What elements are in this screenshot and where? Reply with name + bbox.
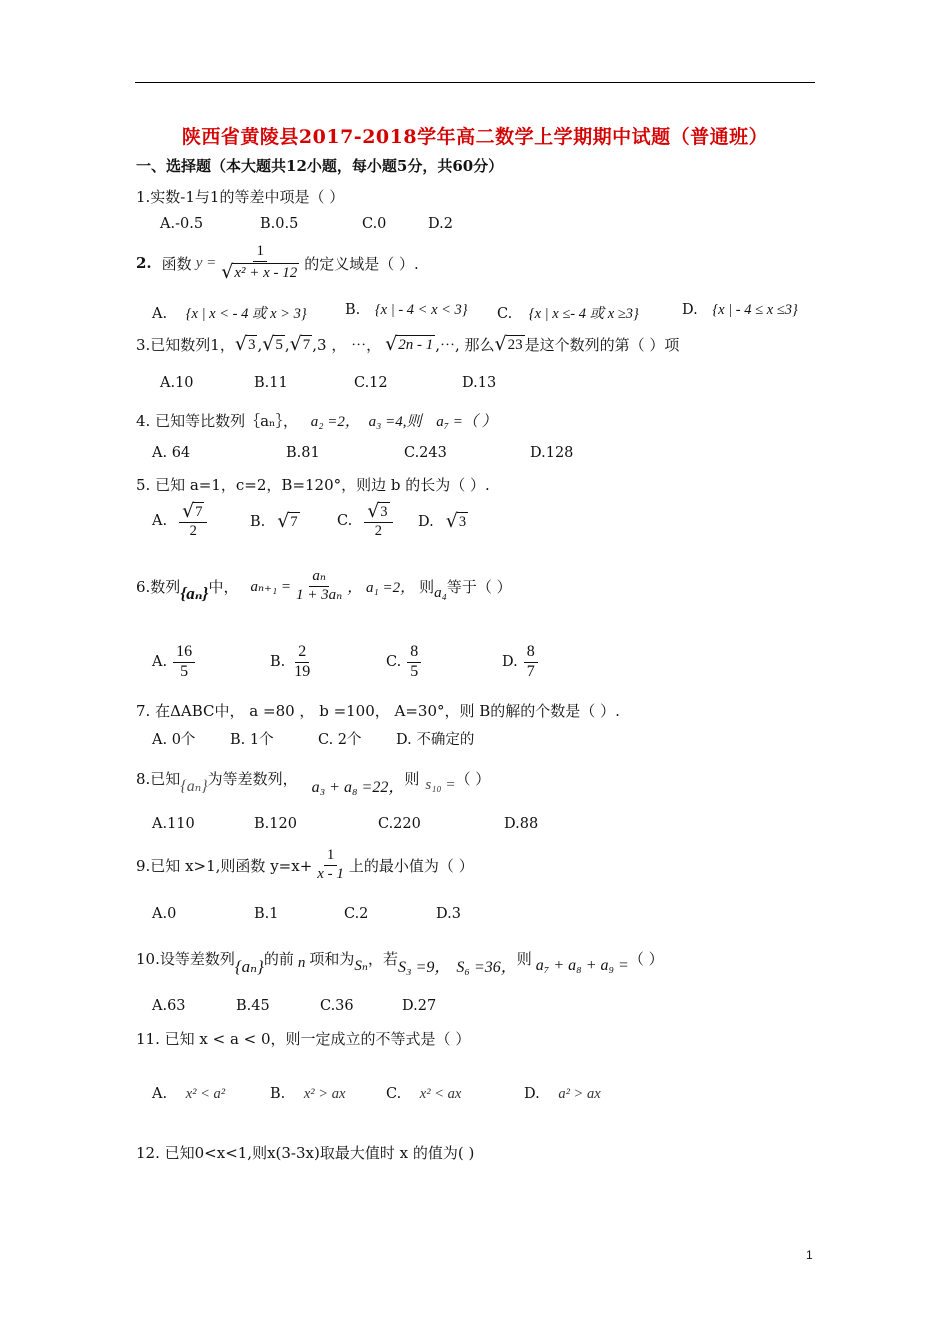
q10-then: 则 xyxy=(516,950,532,968)
q2-radicand: x² + x - 12 xyxy=(234,264,298,281)
q8-mid: 为等差数列， xyxy=(207,770,298,788)
q8-option-d: D.88 xyxy=(504,816,539,832)
q10-cond: ，若 xyxy=(367,950,398,968)
q4-a7: a₇ =（ ） xyxy=(436,414,497,430)
q4-a2: a₂ =2， xyxy=(310,414,360,430)
q6-a4: a₄ xyxy=(434,584,447,601)
q5-option-b-label: B. xyxy=(250,513,266,530)
q9-suffix: 上的最小值为（ ） xyxy=(348,856,474,875)
q1-option-b: B.0.5 xyxy=(260,216,299,232)
q10-option-a: A.63 xyxy=(152,998,186,1014)
q3-option-a: A.10 xyxy=(160,375,194,391)
question-3: 3.已知数列1， √ 3 , √ 5 , √ 7 ,3 ， ⋯， √ 2n - 1 ,⋯, 那么 √ 23 是这个数列的第（ ）项 xyxy=(136,333,680,356)
q4-a3: a₃ =4,则 xyxy=(368,414,422,430)
q7-option-c: C. 2个 xyxy=(318,732,362,748)
question-1: 1.实数-1与1的等差中项是（ ） xyxy=(136,188,345,206)
q8-option-c: C.220 xyxy=(378,816,421,832)
q10-Sn: Sₙ xyxy=(354,958,368,974)
q5-option-c-frac: √ 3 2 xyxy=(364,502,392,539)
q8-sequence: {aₙ} xyxy=(180,777,208,795)
question-8 xyxy=(136,760,490,797)
q2-option-d-text: {x | - 4 ≤ x ≤3} xyxy=(712,302,798,318)
q10-prefix: 10.设等差数列 xyxy=(136,950,235,968)
sqrt-icon: √ xyxy=(289,333,302,356)
sqrt-icon: √ xyxy=(277,510,290,532)
q8-option-a: A.110 xyxy=(152,816,195,832)
q10-mid2: 项和为 xyxy=(309,950,355,968)
q2-option-c xyxy=(497,302,639,323)
q5-option-c-label: C. xyxy=(337,512,353,529)
q3-sqrt7: √ 7 xyxy=(289,333,311,356)
q8-then: 则 xyxy=(404,770,420,788)
q2-fraction xyxy=(218,244,302,282)
question-4 xyxy=(136,410,497,431)
q9-fraction: $\frac{1}{x - 1}$ xyxy=(317,847,344,882)
q2-option-a xyxy=(152,302,307,323)
q6-suffix: 等于（ ） xyxy=(446,577,512,596)
q2-fraction-num: 1 xyxy=(253,244,267,262)
q3-suffix: 是这个数列的第（ ）项 xyxy=(524,336,680,354)
q3-sqrt2n: √ 2n - 1 xyxy=(385,333,434,356)
q9-prefix: 9.已知 x>1,则函数 y=x+ xyxy=(136,856,313,875)
q6-then: 则 xyxy=(419,577,435,596)
q10-option-d: D.27 xyxy=(402,998,437,1014)
page-number: 1 xyxy=(806,1248,813,1262)
q5-option-a xyxy=(152,502,209,539)
sqrt-icon: √ xyxy=(385,333,398,356)
q7-option-b: B. 1个 xyxy=(230,732,274,748)
q5-option-b: B. √ 7 xyxy=(250,510,298,532)
q3-tail: ,3 ， ⋯， xyxy=(312,336,382,354)
question-10 xyxy=(136,940,664,977)
header-rule xyxy=(135,82,815,83)
q6-mid: 中， xyxy=(208,577,239,596)
q8-equation: a₃ + a₈ =22， xyxy=(311,779,405,796)
question-7: 7. 在ΔABC中， a =80 ， b =100， A=30°，则 B的解的个数是（ ）. xyxy=(136,702,620,720)
sqrt-icon: √ xyxy=(182,500,195,522)
q2-number: 2. xyxy=(136,254,152,272)
q1-option-d: D.2 xyxy=(428,216,453,232)
q6-sequence: {aₙ} xyxy=(180,584,209,603)
q8-sum: s₁₀ = xyxy=(425,777,456,793)
q8-prefix: 8.已知 xyxy=(136,770,181,788)
q6-option-b: B. $\frac{2}{19}$ xyxy=(270,643,311,680)
q3-option-c: C.12 xyxy=(354,375,388,391)
q9-option-c: C.2 xyxy=(344,906,369,922)
q3-sqrt3: √ 3 xyxy=(234,333,256,356)
q6-lhs: aₙ₊₁ = xyxy=(250,578,292,595)
q3-sqrt23: √ 23 xyxy=(494,333,523,356)
q6-option-c: C. $\frac{8}{5}$ xyxy=(386,644,423,681)
q4-prefix: 4. 已知等比数列｛aₙ｝， xyxy=(136,412,299,430)
q2-option-d-label: D. xyxy=(682,302,698,318)
sqrt-icon: √ xyxy=(262,333,275,356)
q3-prefix: 3.已知数列1， xyxy=(136,336,235,354)
sqrt-icon: √ xyxy=(367,500,380,522)
q10-s6: S₆ =36， xyxy=(456,959,517,976)
q9-option-d: D.3 xyxy=(436,906,461,922)
question-5: 5. 已知 a=1，c=2，B=120°，则边 b 的长为（ ）. xyxy=(136,476,490,494)
q10-n: n xyxy=(297,955,306,971)
q10-s3: S₃ =9， xyxy=(398,959,451,976)
q6-condition: ， a₁ =2， xyxy=(347,579,416,596)
q6-prefix: 6.数列 xyxy=(136,577,181,596)
sqrt-icon: √ xyxy=(445,510,458,532)
q1-option-a: A.-0.5 xyxy=(160,216,204,232)
q10-mid: 的前 xyxy=(263,950,294,968)
q11-option-c: C. x² < ax xyxy=(386,1086,462,1102)
q11-option-d: D. a² > ax xyxy=(524,1086,601,1102)
q4-option-a: A. 64 xyxy=(152,445,191,461)
q10-sequence: {aₙ} xyxy=(234,956,264,976)
sqrt-icon: √ xyxy=(221,261,234,283)
q5-option-a-label: A. xyxy=(152,512,168,529)
q3-mid: ,⋯, 那么 xyxy=(435,336,495,354)
q8-suffix: （ ） xyxy=(455,770,491,788)
q5-option-d-label: D. xyxy=(418,513,434,530)
q5-option-d: D. √ 3 xyxy=(418,510,467,532)
q10-sum: a₇ + a₈ + a₉ = xyxy=(535,956,629,974)
q2-prefix: 函数 xyxy=(161,254,192,273)
q2-option-c-label: C. xyxy=(497,306,513,322)
q1-option-c: C.0 xyxy=(362,216,387,232)
q3-sqrt5: √ 5 xyxy=(262,333,283,356)
q10-option-b: B.45 xyxy=(236,998,270,1014)
q2-y: y = xyxy=(195,254,217,271)
q6-fraction: $\frac{\text{aₙ}}{\text{1 + 3aₙ}}$ xyxy=(296,567,343,603)
question-6 xyxy=(136,568,512,604)
q2-option-a-label: A. xyxy=(152,306,168,322)
page-title: 陕西省黄陵县2017-2018学年高二数学上学期期中试题（普通班） xyxy=(181,126,769,148)
q2-option-d xyxy=(682,302,798,319)
q5-option-a-frac: √ 7 2 xyxy=(179,502,207,539)
question-12: 12. 已知0<x<1,则x(3-3x)取最大值时 x 的值为( ) xyxy=(136,1144,475,1162)
q2-option-c-text: {x | x ≤- 4 或 x ≥3} xyxy=(528,306,639,322)
question-11: 11. 已知 x < a < 0，则一定成立的不等式是（ ） xyxy=(136,1030,471,1048)
sqrt-icon: √ xyxy=(494,333,507,356)
q11-option-b: B. x² > ax xyxy=(270,1086,346,1102)
q2-suffix: 的定义域是（ ）. xyxy=(304,254,419,273)
q3-option-d: D.13 xyxy=(462,375,497,391)
q3-option-b: B.11 xyxy=(254,375,288,391)
q4-option-d: D.128 xyxy=(530,445,574,461)
q2-option-a-text: {x | x < - 4 或 x > 3} xyxy=(185,306,307,322)
q2-option-b-text: {x | - 4 < x < 3} xyxy=(374,302,468,318)
question-2 xyxy=(136,244,419,282)
q10-option-c: C.36 xyxy=(320,998,354,1014)
q6-option-d: D. $\frac{8}{7}$ xyxy=(502,644,540,681)
q2-fraction-den xyxy=(218,262,302,282)
q7-option-a: A. 0个 xyxy=(152,732,196,748)
q9-option-b: B.1 xyxy=(254,906,279,922)
q6-option-a: A. $\frac{16}{5}$ xyxy=(152,644,197,681)
q4-option-c: C.243 xyxy=(404,445,447,461)
q10-suffix: （ ） xyxy=(628,950,664,968)
q2-option-b xyxy=(345,302,468,319)
q4-option-b: B.81 xyxy=(286,445,320,461)
q9-option-a: A.0 xyxy=(152,906,177,922)
sqrt-icon: √ xyxy=(234,333,247,356)
q7-option-d: D. 不确定的 xyxy=(396,732,475,748)
section-heading: 一、选择题（本大题共12小题，每小题5分，共60分） xyxy=(136,157,504,175)
q8-option-b: B.120 xyxy=(254,816,297,832)
q2-option-b-label: B. xyxy=(345,302,361,318)
question-9 xyxy=(136,848,474,883)
q11-option-a: A. x² < a² xyxy=(152,1086,226,1102)
q5-option-c xyxy=(337,502,395,539)
